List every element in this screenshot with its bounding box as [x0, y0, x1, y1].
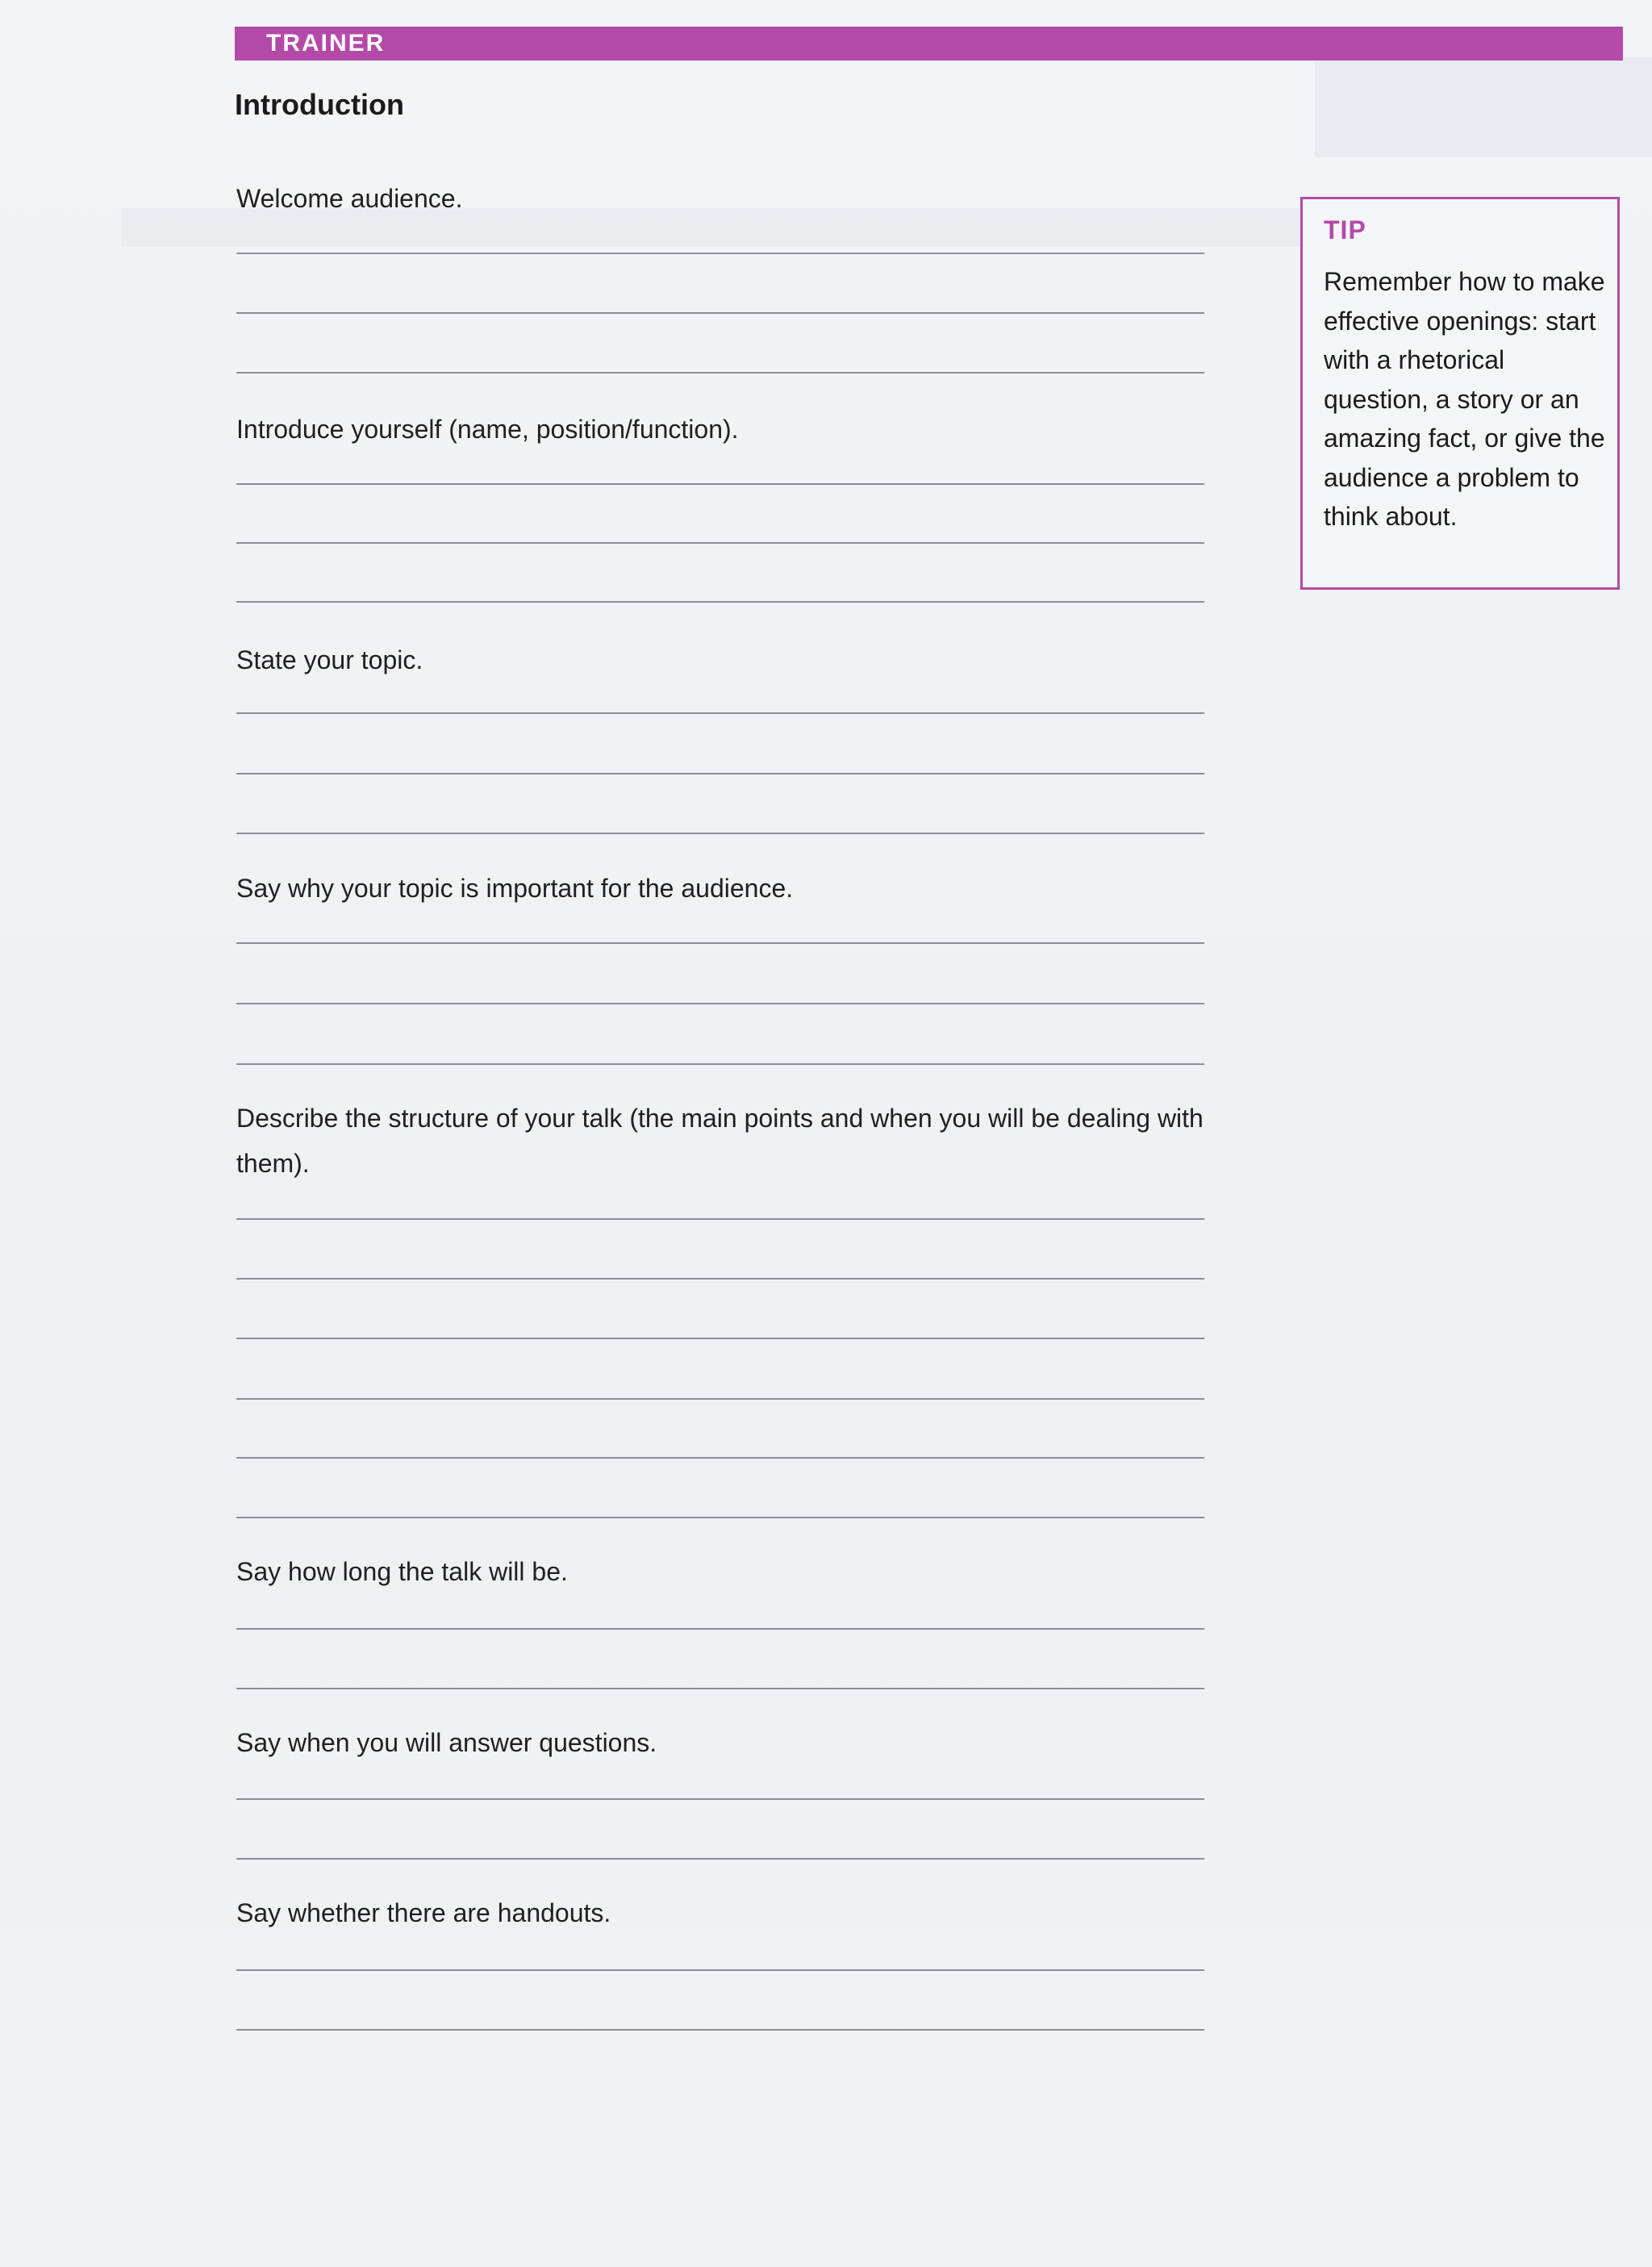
tip-text: Remember how to make effective openings: start with a rhetorical question, a story or an amazing fact, or give the audience a problem to think about. [1324, 267, 1605, 531]
answer-line[interactable] [236, 601, 1204, 603]
trainer-header-bar [235, 27, 1623, 61]
prompt-importance: Say why your topic is important for the audience. [236, 874, 794, 903]
prompt-questions: Say when you will answer questions. [236, 1728, 657, 1757]
answer-line[interactable] [236, 1278, 1204, 1280]
answer-line[interactable] [236, 483, 1204, 485]
tip-title: TIP [1324, 215, 1366, 244]
answer-line[interactable] [236, 773, 1204, 774]
answer-line[interactable] [236, 1517, 1204, 1518]
prompt-handouts: Say whether there are handouts. [236, 1898, 611, 1927]
prompt-welcome: Welcome audience. [236, 184, 463, 213]
prompt-introduce: Introduce yourself (name, position/function). [236, 415, 739, 444]
answer-line[interactable] [236, 1798, 1204, 1800]
answer-line[interactable] [236, 542, 1204, 544]
answer-line[interactable] [236, 1398, 1204, 1400]
answer-line[interactable] [236, 1858, 1204, 1860]
answer-line[interactable] [236, 372, 1204, 374]
answer-line[interactable] [236, 942, 1204, 944]
section-title: Introduction [235, 88, 404, 121]
answer-line[interactable] [236, 1969, 1204, 1971]
answer-line[interactable] [236, 312, 1204, 314]
answer-line[interactable] [236, 1218, 1204, 1220]
answer-line[interactable] [236, 1003, 1204, 1004]
answer-line[interactable] [236, 1688, 1204, 1689]
prompt-structure: Describe the structure of your talk (the main points and when you will be dealing with them). [236, 1104, 1204, 1178]
answer-line[interactable] [236, 2029, 1204, 2031]
tip-box [1300, 197, 1620, 590]
prompt-topic: State your topic. [236, 645, 423, 674]
answer-line[interactable] [236, 833, 1204, 834]
background-show-through [1315, 56, 1652, 157]
answer-line[interactable] [236, 712, 1204, 714]
answer-line[interactable] [236, 253, 1204, 254]
answer-line[interactable] [236, 1063, 1204, 1065]
answer-line[interactable] [236, 1457, 1204, 1459]
answer-line[interactable] [236, 1628, 1204, 1630]
answer-line[interactable] [236, 1338, 1204, 1339]
prompt-length: Say how long the talk will be. [236, 1557, 568, 1586]
trainer-tag: TRAINER [266, 30, 386, 56]
